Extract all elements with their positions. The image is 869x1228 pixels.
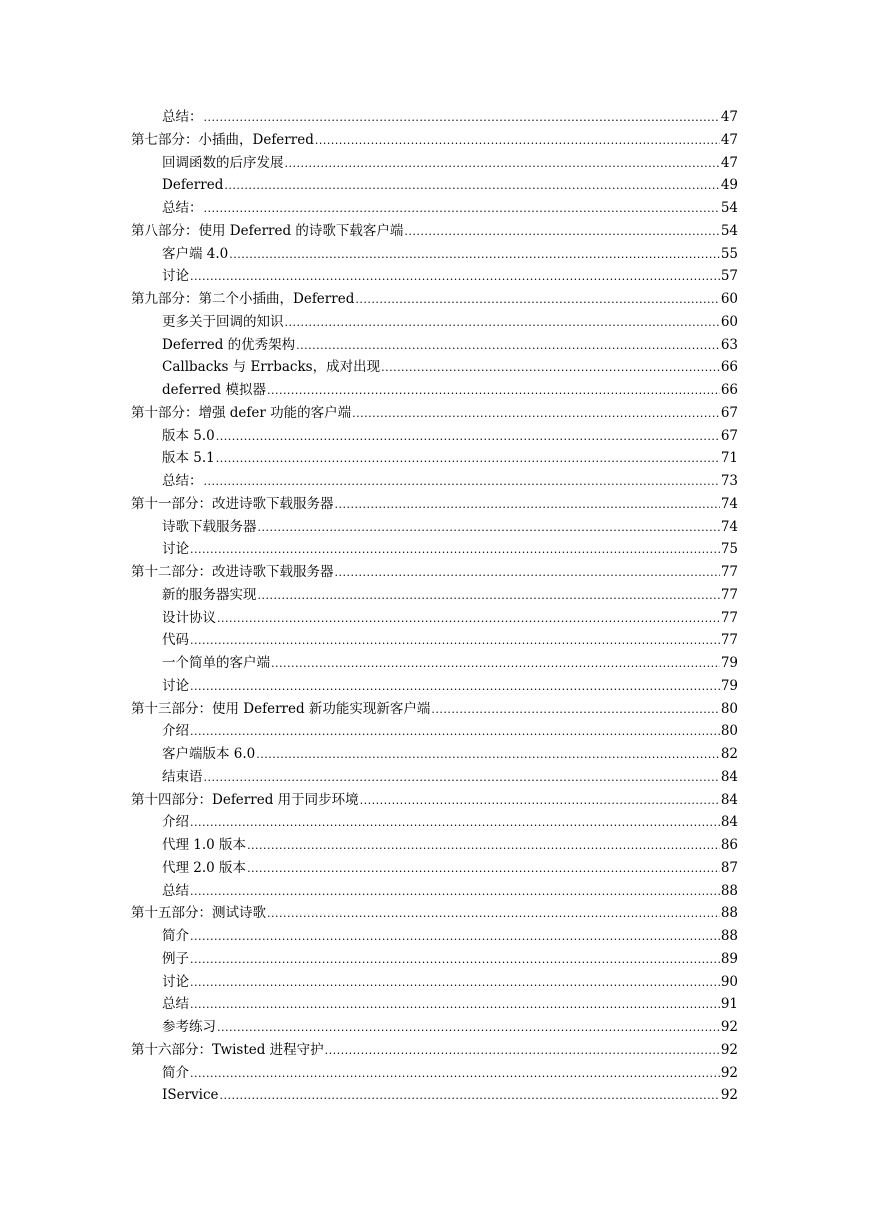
toc-chapter-entry[interactable]	[131, 220, 738, 243]
toc-dot-leader	[190, 721, 720, 744]
toc-chapter-entry[interactable]	[131, 902, 738, 925]
toc-section-entry[interactable]	[131, 425, 738, 448]
toc-entry-page-number: 47	[720, 131, 738, 148]
toc-dot-leader	[190, 1063, 720, 1086]
toc-entry-page-number: 86	[720, 837, 738, 853]
toc-entry-page-number: 74	[720, 495, 738, 512]
toc-chapter-entry[interactable]	[131, 561, 738, 584]
toc-entry-page-number: 74	[720, 518, 738, 535]
toc-entry-page-number: 71	[720, 450, 738, 467]
toc-dot-leader	[216, 426, 720, 449]
toc-dot-leader	[431, 699, 719, 722]
toc-entry-page-number: 92	[720, 1064, 738, 1081]
toc-entry-page-number: 92	[720, 1041, 738, 1058]
toc-entry-title: 结束语	[162, 768, 203, 785]
toc-section-entry[interactable]	[131, 948, 738, 971]
toc-chapter-entry[interactable]	[131, 493, 738, 516]
toc-entry-page-number: 84	[720, 768, 738, 785]
toc-entry-page-number: 47	[720, 109, 738, 125]
toc-entry-page-number: 47	[720, 154, 738, 171]
toc-dot-leader	[258, 517, 720, 540]
toc-section-entry[interactable]	[131, 106, 738, 129]
toc-chapter-entry[interactable]	[131, 288, 738, 311]
toc-section-entry[interactable]	[131, 1016, 738, 1039]
toc-dot-leader	[190, 994, 720, 1017]
toc-entry-title: 代理 2.0 版本	[162, 859, 247, 876]
toc-section-entry[interactable]	[131, 152, 738, 175]
toc-entry-page-number: 75	[720, 541, 738, 558]
toc-entry-page-number: 92	[720, 1019, 738, 1035]
toc-entry-page-number: 79	[720, 677, 738, 694]
toc-entry-title: 新的服务器实现	[162, 586, 257, 603]
toc-dot-leader	[190, 539, 720, 562]
toc-section-entry[interactable]	[131, 629, 738, 652]
toc-entry-page-number: 60	[720, 291, 738, 307]
toc-entry-title: 总结	[162, 996, 189, 1013]
toc-section-entry[interactable]	[131, 265, 738, 288]
toc-dot-leader	[204, 198, 720, 221]
toc-entry-page-number: 91	[720, 996, 738, 1013]
toc-section-entry[interactable]	[131, 652, 738, 675]
toc-dot-leader	[190, 881, 720, 904]
toc-entry-page-number: 60	[720, 313, 738, 330]
toc-section-entry[interactable]	[131, 880, 738, 903]
toc-section-entry[interactable]	[131, 811, 738, 834]
toc-entry-title: 第七部分：小插曲，Deferred	[131, 131, 314, 148]
toc-entry-title: 更多关于回调的知识	[162, 313, 284, 330]
toc-dot-leader	[352, 403, 720, 426]
toc-entry-title: 讨论	[162, 677, 189, 694]
toc-entry-title: 第九部分：第二个小插曲，Deferred	[131, 291, 355, 307]
toc-section-entry[interactable]	[131, 1084, 738, 1107]
toc-dot-leader	[285, 312, 720, 335]
toc-entry-title: 代码	[162, 632, 189, 649]
toc-dot-leader	[267, 380, 720, 403]
toc-entry-title: 介绍	[162, 723, 189, 740]
toc-entry-title: 总结：	[162, 109, 203, 125]
toc-entry-page-number: 54	[720, 200, 738, 216]
toc-entry-page-number: 80	[720, 723, 738, 740]
toc-entry-page-number: 77	[720, 586, 738, 603]
toc-chapter-entry[interactable]	[131, 402, 738, 425]
toc-entry-page-number: 55	[720, 245, 738, 262]
toc-dot-leader	[258, 585, 720, 608]
toc-entry-title: 简介	[162, 928, 189, 944]
toc-entry-title: 参考练习	[162, 1019, 216, 1035]
toc-section-entry[interactable]	[131, 447, 738, 470]
toc-section-entry[interactable]	[131, 311, 738, 334]
toc-section-entry[interactable]	[131, 470, 738, 493]
toc-entry-title: 第八部分：使用 Deferred 的诗歌下载客户端	[131, 222, 404, 239]
toc-section-entry[interactable]	[131, 197, 738, 220]
toc-entry-page-number: 88	[720, 882, 738, 899]
toc-dot-leader	[190, 972, 720, 995]
toc-section-entry[interactable]	[131, 243, 738, 266]
toc-entry-title: 客户端 4.0	[162, 245, 229, 262]
toc-dot-leader	[204, 107, 720, 130]
toc-entry-title: 讨论	[162, 973, 189, 990]
toc-dot-leader	[190, 630, 720, 653]
toc-chapter-entry[interactable]	[131, 698, 738, 721]
toc-section-entry[interactable]	[131, 607, 738, 630]
toc-dot-leader	[335, 494, 720, 517]
toc-entry-title: 总结	[162, 882, 189, 899]
toc-entry-title: 第十三部分：使用 Deferred 新功能实现新客户端	[131, 700, 431, 717]
toc-chapter-entry[interactable]	[131, 789, 738, 812]
toc-entry-title: 总结：	[162, 200, 203, 216]
toc-section-entry[interactable]	[131, 971, 738, 994]
toc-entry-page-number: 66	[720, 382, 738, 398]
toc-dot-leader	[190, 266, 720, 289]
toc-entry-title: 第十四部分：Deferred 用于同步环境	[131, 791, 359, 808]
toc-entry-title: 一个简单的客户端	[162, 655, 270, 671]
toc-section-entry[interactable]	[131, 334, 738, 357]
toc-dot-leader	[190, 949, 720, 972]
toc-dot-leader	[224, 175, 719, 198]
toc-entry-page-number: 54	[720, 222, 738, 239]
toc-section-entry[interactable]	[131, 743, 738, 766]
toc-dot-leader	[271, 653, 720, 676]
toc-entry-title: 第十六部分：Twisted 进程守护	[131, 1041, 324, 1058]
toc-entry-page-number: 92	[720, 1087, 738, 1104]
toc-entry-title: 版本 5.0	[162, 427, 215, 444]
toc-entry-title: 第十一部分：改进诗歌下载服务器	[131, 495, 334, 512]
toc-entry-page-number: 57	[720, 268, 738, 285]
toc-dot-leader	[360, 790, 720, 813]
toc-entry-title: 诗歌下载服务器	[162, 518, 257, 535]
toc-entry-page-number: 88	[720, 928, 738, 944]
toc-dot-leader	[404, 221, 719, 244]
toc-entry-title: 第十五部分：测试诗歌	[131, 905, 266, 922]
toc-dot-leader	[190, 676, 720, 699]
toc-section-entry[interactable]	[131, 925, 738, 948]
toc-entry-title: 讨论	[162, 268, 189, 285]
toc-entry-title: 讨论	[162, 541, 189, 558]
toc-entry-title: 第十部分：增强 defer 功能的客户端	[131, 404, 352, 421]
toc-section-entry[interactable]	[131, 379, 738, 402]
toc-section-entry[interactable]	[131, 993, 738, 1016]
toc-section-entry[interactable]	[131, 720, 738, 743]
toc-dot-leader	[256, 744, 720, 767]
toc-entry-title: 回调函数的后序发展	[162, 154, 284, 171]
toc-chapter-entry[interactable]	[131, 129, 738, 152]
toc-dot-leader	[229, 244, 720, 267]
toc-entry-page-number: 88	[720, 905, 738, 922]
toc-entry-page-number: 73	[720, 473, 738, 489]
toc-dot-leader	[190, 812, 720, 835]
toc-entry-page-number: 84	[720, 814, 738, 831]
toc-dot-leader	[335, 562, 720, 585]
toc-entry-page-number: 90	[720, 973, 738, 990]
toc-entry-page-number: 66	[720, 359, 738, 376]
toc-entry-title: 客户端版本 6.0	[162, 746, 256, 762]
toc-entry-page-number: 89	[720, 950, 738, 967]
toc-section-entry[interactable]	[131, 538, 738, 561]
toc-section-entry[interactable]	[131, 584, 738, 607]
toc-entry-title: 第十二部分：改进诗歌下载服务器	[131, 564, 334, 580]
table-of-contents	[131, 106, 738, 1107]
toc-section-entry[interactable]	[131, 516, 738, 539]
toc-entry-title: Deferred	[162, 177, 224, 194]
toc-entry-page-number: 77	[720, 609, 738, 626]
toc-dot-leader	[325, 1040, 720, 1063]
toc-dot-leader	[247, 858, 720, 881]
toc-section-entry[interactable]	[131, 174, 738, 197]
toc-chapter-entry[interactable]	[131, 1039, 738, 1062]
toc-entry-title: 版本 5.1	[162, 450, 215, 467]
toc-entry-page-number: 80	[720, 700, 738, 717]
toc-dot-leader	[355, 289, 719, 312]
toc-entry-title: deferred 模拟器	[162, 382, 266, 398]
toc-entry-title: IService	[162, 1087, 219, 1104]
toc-dot-leader	[217, 1017, 720, 1040]
toc-dot-leader	[285, 153, 720, 176]
toc-entry-page-number: 67	[720, 427, 738, 444]
toc-dot-leader	[217, 608, 720, 631]
toc-entry-page-number: 79	[720, 655, 738, 671]
toc-entry-title: 代理 1.0 版本	[162, 837, 247, 853]
toc-dot-leader	[190, 926, 720, 949]
toc-entry-title: Callbacks 与 Errbacks，成对出现	[162, 359, 381, 376]
toc-entry-page-number: 67	[720, 404, 738, 421]
toc-dot-leader	[220, 1085, 720, 1108]
toc-entry-page-number: 77	[720, 632, 738, 649]
toc-section-entry[interactable]	[131, 857, 738, 880]
toc-entry-title: 例子	[162, 950, 189, 967]
toc-dot-leader	[204, 471, 720, 494]
toc-entry-page-number: 77	[720, 564, 738, 580]
toc-dot-leader	[247, 835, 720, 858]
toc-entry-page-number: 84	[720, 791, 738, 808]
toc-section-entry[interactable]	[131, 766, 738, 789]
toc-entry-title: 设计协议	[162, 609, 216, 626]
toc-dot-leader	[381, 357, 720, 380]
toc-entry-title: Deferred 的优秀架构	[162, 336, 296, 353]
toc-dot-leader	[204, 767, 720, 790]
toc-entry-title: 总结：	[162, 473, 203, 489]
toc-section-entry[interactable]	[131, 356, 738, 379]
toc-dot-leader	[296, 335, 720, 358]
toc-dot-leader	[267, 903, 720, 926]
toc-dot-leader	[216, 448, 720, 471]
toc-dot-leader	[315, 130, 720, 153]
toc-section-entry[interactable]	[131, 834, 738, 857]
toc-entry-title: 简介	[162, 1064, 189, 1081]
toc-entry-page-number: 49	[720, 177, 738, 194]
toc-entry-page-number: 63	[720, 336, 738, 353]
toc-entry-title: 介绍	[162, 814, 189, 831]
toc-entry-page-number: 87	[720, 859, 738, 876]
toc-section-entry[interactable]	[131, 675, 738, 698]
toc-entry-page-number: 82	[720, 746, 738, 762]
toc-section-entry[interactable]	[131, 1062, 738, 1085]
